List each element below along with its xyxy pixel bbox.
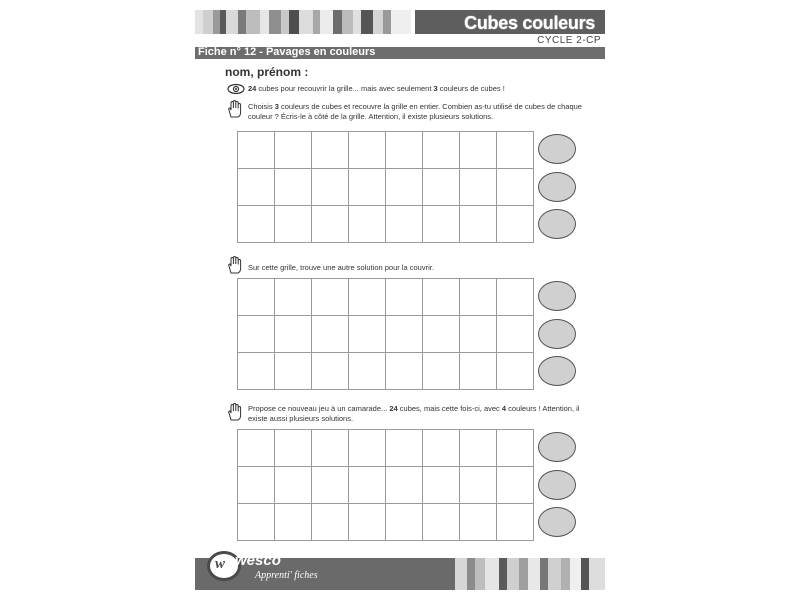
grid-cell[interactable] xyxy=(386,504,423,541)
grid-cell[interactable] xyxy=(312,206,349,243)
grid-cell[interactable] xyxy=(460,353,497,390)
count-oval[interactable] xyxy=(538,507,576,537)
count-oval[interactable] xyxy=(538,319,576,349)
count-oval[interactable] xyxy=(538,172,576,202)
grid-cell[interactable] xyxy=(349,430,386,467)
grid-cell[interactable] xyxy=(349,132,386,169)
brand-name: wesco xyxy=(235,552,281,569)
grid-cell[interactable] xyxy=(423,353,460,390)
grid-cell[interactable] xyxy=(460,169,497,206)
grid-cell[interactable] xyxy=(275,132,312,169)
grid-cell[interactable] xyxy=(238,316,275,353)
cycle-label: CYCLE 2-CP xyxy=(537,35,601,46)
fiche-bar xyxy=(195,47,605,59)
grid-cell[interactable] xyxy=(497,430,534,467)
tagline: Apprenti' fiches xyxy=(255,570,318,581)
footer-bar xyxy=(195,552,605,590)
grid-cell[interactable] xyxy=(460,504,497,541)
grid-cell[interactable] xyxy=(275,504,312,541)
fiche-title: Fiche n° 12 - Pavages en couleurs xyxy=(198,46,376,58)
grid-cell[interactable] xyxy=(423,132,460,169)
grid-cell[interactable] xyxy=(349,316,386,353)
grid-cell[interactable] xyxy=(423,430,460,467)
grid-cell[interactable] xyxy=(423,279,460,316)
grid-cell[interactable] xyxy=(238,504,275,541)
grid-cell[interactable] xyxy=(238,430,275,467)
grid-cell[interactable] xyxy=(275,316,312,353)
grid-cell[interactable] xyxy=(386,169,423,206)
grid-cell[interactable] xyxy=(275,206,312,243)
grid-cell[interactable] xyxy=(497,504,534,541)
hand-icon xyxy=(227,100,243,118)
hand-icon xyxy=(227,256,243,274)
grid-1[interactable] xyxy=(237,131,534,243)
grid-cell[interactable] xyxy=(423,169,460,206)
title-block xyxy=(415,10,605,34)
grid-3[interactable] xyxy=(237,429,534,541)
grid-cell[interactable] xyxy=(238,279,275,316)
grid-cell[interactable] xyxy=(386,132,423,169)
grid-cell[interactable] xyxy=(423,316,460,353)
grid-cell[interactable] xyxy=(312,132,349,169)
grid-cell[interactable] xyxy=(275,353,312,390)
name-label: nom, prénom : xyxy=(225,65,309,79)
grid-cell[interactable] xyxy=(497,316,534,353)
count-oval[interactable] xyxy=(538,470,576,500)
count-oval[interactable] xyxy=(538,134,576,164)
step3-text: Propose ce nouveau jeu à un camarade... 24 cubes, mais cette fois-ci, avec 4 couleurs ! Attention, il existe aussi plusieurs solutions. xyxy=(248,404,580,423)
grid-cell[interactable] xyxy=(497,279,534,316)
eye-icon xyxy=(227,83,245,95)
count-oval[interactable] xyxy=(538,356,576,386)
wesco-logo: w xyxy=(207,551,241,581)
grid-cell[interactable] xyxy=(460,206,497,243)
grid-cell[interactable] xyxy=(497,169,534,206)
grid-cell[interactable] xyxy=(275,467,312,504)
grid-cell[interactable] xyxy=(238,353,275,390)
grid-cell[interactable] xyxy=(312,316,349,353)
grid-cell[interactable] xyxy=(238,206,275,243)
grid-cell[interactable] xyxy=(238,169,275,206)
grid-cell[interactable] xyxy=(349,206,386,243)
grid-cell[interactable] xyxy=(423,206,460,243)
grid-cell[interactable] xyxy=(386,206,423,243)
grid-cell[interactable] xyxy=(349,353,386,390)
count-oval[interactable] xyxy=(538,281,576,311)
grid-cell[interactable] xyxy=(312,504,349,541)
page-title: Cubes couleurs xyxy=(464,13,595,33)
grid-cell[interactable] xyxy=(349,467,386,504)
grid-cell[interactable] xyxy=(275,169,312,206)
grid-cell[interactable] xyxy=(349,279,386,316)
grid-cell[interactable] xyxy=(460,132,497,169)
grid-2[interactable] xyxy=(237,278,534,390)
grid-cell[interactable] xyxy=(460,279,497,316)
grid-cell[interactable] xyxy=(312,169,349,206)
worksheet xyxy=(195,10,605,590)
grid-cell[interactable] xyxy=(460,316,497,353)
grid-cell[interactable] xyxy=(386,279,423,316)
step1-text: Choisis 3 couleurs de cubes et recouvre la grille en entier. Combien as-tu utilisé de cubes de chaque couleur ? Écris-le à côté de la grille. Attention, il existe plusieurs solutions. xyxy=(248,102,582,121)
grid-cell[interactable] xyxy=(312,430,349,467)
grid-cell[interactable] xyxy=(275,430,312,467)
grid-cell[interactable] xyxy=(423,467,460,504)
count-oval[interactable] xyxy=(538,209,576,239)
grid-cell[interactable] xyxy=(386,353,423,390)
grid-cell[interactable] xyxy=(312,467,349,504)
grid-cell[interactable] xyxy=(349,504,386,541)
hand-icon xyxy=(227,403,243,421)
grid-cell[interactable] xyxy=(497,353,534,390)
grid-cell[interactable] xyxy=(386,430,423,467)
grid-cell[interactable] xyxy=(460,467,497,504)
grid-cell[interactable] xyxy=(312,279,349,316)
grid-cell[interactable] xyxy=(386,316,423,353)
intro-text: 24 cubes pour recouvrir la grille... mais avec seulement 3 couleurs de cubes ! xyxy=(248,84,505,93)
grid-cell[interactable] xyxy=(497,206,534,243)
grid-cell[interactable] xyxy=(312,353,349,390)
header-stripes xyxy=(195,10,415,34)
step2-text: Sur cette grille, trouve une autre solution pour la couvrir. xyxy=(248,263,434,272)
grid-cell[interactable] xyxy=(497,132,534,169)
grid-cell[interactable] xyxy=(238,132,275,169)
grid-cell[interactable] xyxy=(460,430,497,467)
grid-cell[interactable] xyxy=(238,467,275,504)
grid-cell[interactable] xyxy=(423,504,460,541)
grid-cell[interactable] xyxy=(349,169,386,206)
grid-cell[interactable] xyxy=(275,279,312,316)
count-oval[interactable] xyxy=(538,432,576,462)
footer-stripes xyxy=(455,558,605,590)
grid-cell[interactable] xyxy=(386,467,423,504)
grid-cell[interactable] xyxy=(497,467,534,504)
